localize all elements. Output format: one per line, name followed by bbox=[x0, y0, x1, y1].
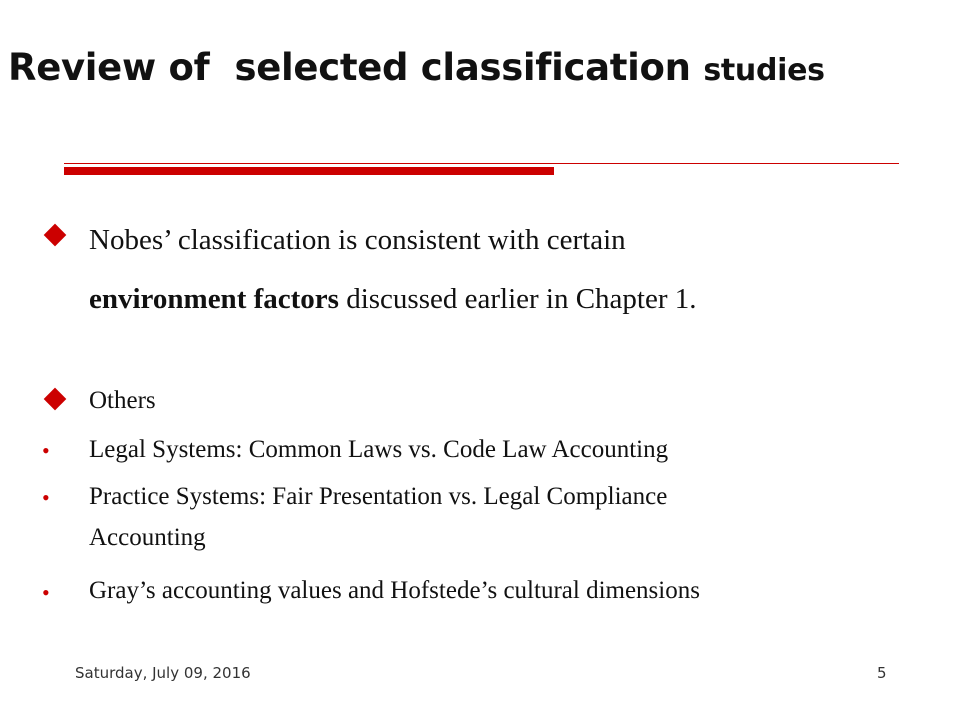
bullet-legal-systems: Legal Systems: Common Laws vs. Code Law Accounting bbox=[89, 436, 669, 463]
bullet-practice-systems-cont: Accounting bbox=[89, 524, 206, 551]
bullet-gray-hofstede: Gray’s accounting values and Hofstede’s cultural dimensions bbox=[89, 577, 700, 604]
title-end: studies bbox=[703, 53, 825, 88]
point1-bold-text: environment factors bbox=[89, 283, 339, 315]
bullet-icon: • bbox=[42, 580, 50, 605]
point1-line2 bbox=[89, 283, 697, 316]
diamond-bullet-icon bbox=[44, 224, 67, 247]
footer-page-number: 5 bbox=[877, 664, 887, 682]
title-rule-thin bbox=[64, 163, 899, 164]
slide-title bbox=[8, 46, 958, 89]
footer-date: Saturday, July 09, 2016 bbox=[75, 664, 251, 682]
bullet-icon: • bbox=[42, 485, 50, 510]
title-main: Review of selected classification bbox=[8, 46, 704, 89]
diamond-bullet-icon bbox=[44, 388, 67, 411]
title-rule-thick bbox=[64, 167, 554, 175]
bullet-icon: • bbox=[42, 438, 50, 463]
point1-line1: Nobes’ classification is consistent with certain bbox=[89, 224, 626, 256]
point2-text: Others bbox=[89, 387, 156, 414]
bullet-practice-systems: Practice Systems: Fair Presentation vs. Legal Compliance bbox=[89, 483, 668, 510]
point1-rest-text: discussed earlier in Chapter 1. bbox=[338, 283, 697, 315]
